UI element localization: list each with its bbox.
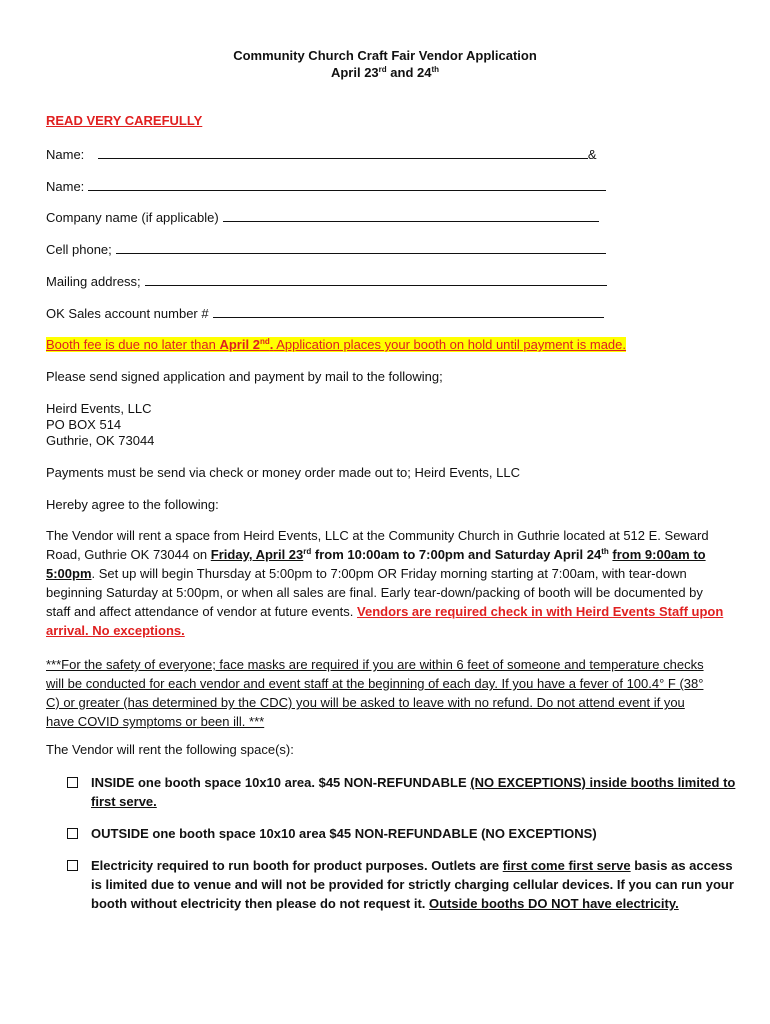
- dates-part2: and 24: [386, 65, 432, 80]
- name-input-1[interactable]: [98, 146, 588, 159]
- terms-text-2: . Set up will begin Thursday at 5:00pm to 7:00pm OR Friday morning starting at 7:00am, with tear-down beginning Saturday at 5:00pm, or when all sales are final. Early tear-down/packing of booth will be documented by staff and affect attendance of vendor at future events.: [46, 566, 703, 619]
- address-line-2: PO BOX 514: [46, 417, 122, 432]
- electricity-outside-note: Outside booths DO NOT have electricity.: [429, 896, 679, 911]
- terms-friday-sup: rd: [303, 547, 312, 556]
- electricity-checkbox[interactable]: [67, 860, 78, 871]
- booth-fee-part1: Booth fee is due no later than: [46, 337, 220, 352]
- booth-fee-notice: [46, 337, 626, 352]
- terms-paragraph: [46, 526, 726, 640]
- name-label-1: Name:: [46, 147, 85, 162]
- dates-sup1: rd: [378, 65, 387, 74]
- booth-fee-sup: nd: [259, 337, 270, 346]
- address-line-3: Guthrie, OK 73044: [46, 433, 155, 448]
- address-line-1: Heird Events, LLC: [46, 401, 152, 416]
- cell-field[interactable]: [46, 241, 606, 257]
- read-carefully-warning: READ VERY CAREFULLY: [46, 113, 203, 128]
- mailing-input[interactable]: [145, 273, 607, 286]
- agree-heading: Hereby agree to the following:: [46, 497, 219, 512]
- booth-fee-date: April 2: [219, 337, 260, 352]
- option-electricity[interactable]: [67, 856, 737, 913]
- event-dates: [0, 65, 770, 80]
- outside-booth-label: OUTSIDE one booth space 10x10 area $45 NON-REFUNDABLE (NO EXCEPTIONS): [91, 826, 597, 841]
- terms-saturday-sup: th: [601, 547, 609, 556]
- sales-field[interactable]: [46, 305, 604, 321]
- electricity-first-come: first come first serve: [502, 858, 631, 873]
- electricity-part2: basis as access is limited due to venue and will not be provided for strictly charging cellular devices. If you can run your booth without electricity then please do not request it.: [91, 858, 734, 911]
- electricity-part1: Electricity required to run booth for product purposes. Outlets are: [91, 858, 503, 873]
- name-ampersand: &: [587, 147, 597, 162]
- electricity-text: [91, 856, 737, 913]
- inside-booth-checkbox[interactable]: [67, 777, 78, 788]
- mailing-label: Mailing address;: [46, 274, 141, 289]
- sales-label: OK Sales account number #: [46, 306, 209, 321]
- terms-saturday-hours: from 9:00am to 5:00pm: [46, 547, 706, 581]
- mailing-field[interactable]: [46, 273, 607, 289]
- payments-note: Payments must be send via check or money order made out to; Heird Events, LLC: [46, 465, 521, 480]
- name-field-2[interactable]: [46, 178, 606, 194]
- send-note: Please send signed application and payment by mail to the following;: [46, 369, 443, 384]
- inside-booth-label: INSIDE one booth space 10x10 area. $45 NON-REFUNDABLE: [91, 775, 471, 790]
- terms-friday: Friday, April 23: [210, 547, 304, 562]
- booth-fee-part2: Application places your booth on hold until payment is made.: [273, 337, 627, 352]
- option-outside-booth[interactable]: [67, 824, 737, 843]
- dates-part1: April 23: [330, 65, 379, 80]
- form-title: Community Church Craft Fair Vendor Application: [233, 48, 537, 63]
- cell-input[interactable]: [116, 241, 606, 254]
- booth-fee-dot: .: [269, 337, 274, 352]
- dates-sup2: th: [431, 65, 440, 74]
- terms-text-1: The Vendor will rent a space from Heird Events, LLC at the Community Church in Guthrie located at 512 E. Seward Road, Guthrie OK 73044 on: [46, 528, 709, 562]
- name-label-2: Name:: [46, 179, 85, 194]
- rent-intro: The Vendor will rent the following space(s):: [46, 742, 294, 757]
- company-field[interactable]: [46, 209, 599, 225]
- covid-notice: ***For the safety of everyone; face masks are required if you are within 6 feet of someone and temperature checks will be conducted for each vendor and event staff at the beginning of each day. If you have a fever of 100.4° F (38° C) or greater (has determined by the CDC) you will be asked to leave with no refund. Do not attend event if you have COVID symptoms or been ill. ***: [46, 657, 704, 729]
- option-inside-booth[interactable]: [67, 773, 737, 811]
- company-label: Company name (if applicable): [46, 210, 219, 225]
- company-input[interactable]: [223, 209, 599, 222]
- check-in-requirement: Vendors are required check in with Heird Events Staff upon arrival. No exceptions.: [46, 604, 724, 638]
- terms-saturday: from 10:00am to 7:00pm and Saturday April 24: [311, 547, 602, 562]
- name-input-2[interactable]: [88, 178, 606, 191]
- sales-input[interactable]: [213, 305, 604, 318]
- outside-booth-checkbox[interactable]: [67, 828, 78, 839]
- cell-label: Cell phone;: [46, 242, 112, 257]
- inside-booth-note: (NO EXCEPTIONS) inside booths limited to first serve.: [91, 775, 736, 809]
- name-field-1[interactable]: [46, 146, 597, 162]
- inside-booth-text: [91, 773, 737, 811]
